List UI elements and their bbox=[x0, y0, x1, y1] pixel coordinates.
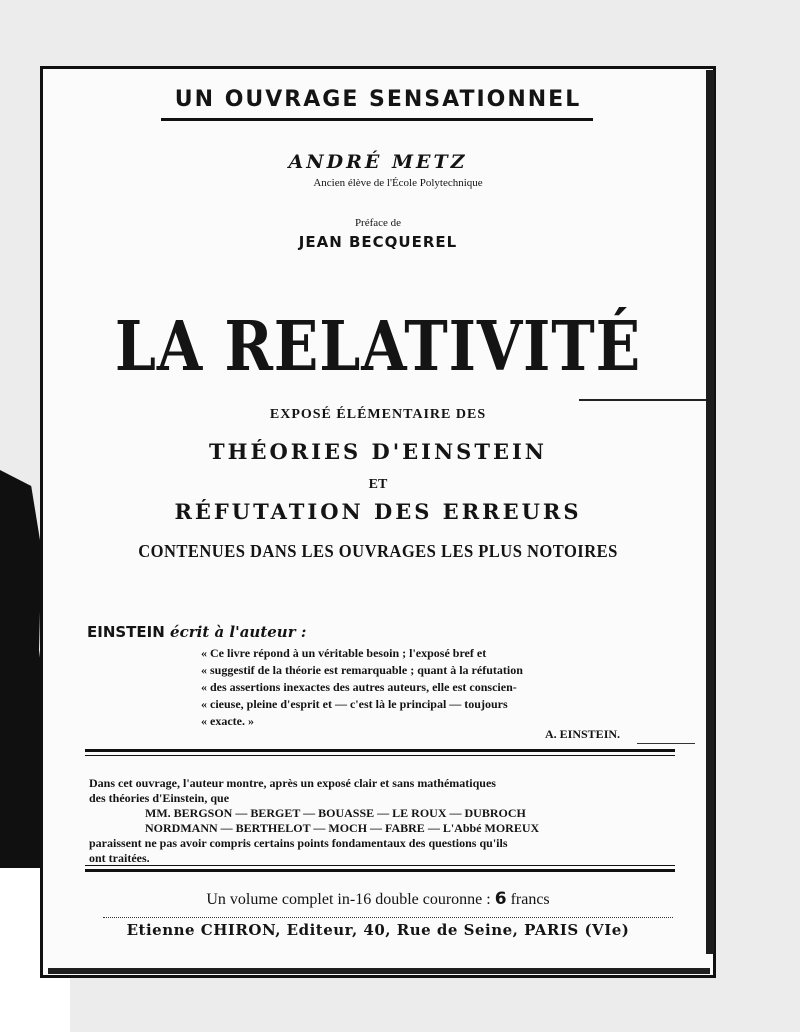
description-line: MM. BERGSON — BERGET — BOUASSE — LE ROUX — DUBROCH bbox=[145, 806, 526, 820]
quote-line: « Ce livre répond à un véritable besoin ; l'exposé bref et bbox=[201, 646, 487, 660]
frame-shadow-bottom bbox=[48, 968, 710, 974]
subtitle-line-2: THÉORIES D'EINSTEIN bbox=[208, 439, 547, 464]
subtitle-line-4: CONTENUES DANS LES OUVRAGES LES PLUS NOTOIRES bbox=[138, 541, 618, 561]
advertisement-frame bbox=[40, 66, 716, 978]
quote-intro bbox=[87, 623, 306, 641]
description-line: ont traitées. bbox=[89, 851, 150, 865]
price-prefix: Un volume complet in-16 double couronne : bbox=[206, 891, 491, 908]
header-underline bbox=[161, 118, 593, 121]
frame-shadow-right bbox=[706, 70, 714, 954]
dotted-divider bbox=[103, 917, 673, 918]
subtitle-line-1: EXPOSÉ ÉLÉMENTAIRE DES bbox=[269, 407, 487, 422]
preface-label: Préface de bbox=[354, 217, 402, 229]
section-divider-top-thin bbox=[85, 755, 675, 756]
quote-intro-text: écrit à l'auteur : bbox=[170, 623, 307, 641]
price-amount: 6 bbox=[494, 889, 507, 909]
publisher-line: Etienne CHIRON, Editeur, 40, Rue de Seine, PARIS (VIe) bbox=[126, 921, 630, 939]
einstein-quote bbox=[201, 645, 681, 730]
section-divider-top bbox=[85, 749, 675, 752]
author-title: Ancien élève de l'École Polytechnique bbox=[313, 177, 483, 189]
description-line: des théories d'Einstein, que bbox=[89, 791, 230, 805]
quote-line: « cieuse, pleine d'esprit et — c'est là le principal — toujours bbox=[201, 697, 508, 711]
section-divider-bottom bbox=[85, 869, 675, 872]
quote-line: « exacte. » bbox=[201, 714, 254, 728]
quote-line: « des assertions inexactes des autres auteurs, elle est conscien- bbox=[201, 680, 517, 694]
price-unit: francs bbox=[510, 891, 550, 908]
price-line bbox=[43, 889, 713, 909]
description-line: NORDMANN — BERTHELOT — MOCH — FABRE — L'Abbé MOREUX bbox=[145, 821, 540, 835]
subtitle-conjunction: ET bbox=[368, 477, 388, 492]
section-divider-bottom-thin bbox=[85, 865, 675, 866]
title-rule bbox=[579, 399, 711, 401]
signature-rule bbox=[637, 743, 695, 744]
quote-signature: A. EINSTEIN. bbox=[545, 727, 621, 741]
author-name: ANDRÉ METZ bbox=[288, 151, 468, 173]
quote-line: « suggestif de la théorie est remarquable ; quant à la réfutation bbox=[201, 663, 523, 677]
description-line: paraissent ne pas avoir compris certains points fondamentaux des questions qu'ils bbox=[89, 836, 508, 850]
quote-intro-name: EINSTEIN bbox=[87, 623, 165, 641]
header-banner: UN OUVRAGE SENSATIONNEL bbox=[174, 87, 582, 112]
description bbox=[89, 776, 689, 866]
book-title: LA RELATIVITÉ bbox=[114, 307, 642, 387]
preface-author: JEAN BECQUEREL bbox=[298, 233, 458, 251]
subtitle-line-3: RÉFUTATION DES ERREURS bbox=[174, 499, 582, 524]
description-line: Dans cet ouvrage, l'auteur montre, après un exposé clair et sans mathématiques bbox=[89, 776, 496, 790]
